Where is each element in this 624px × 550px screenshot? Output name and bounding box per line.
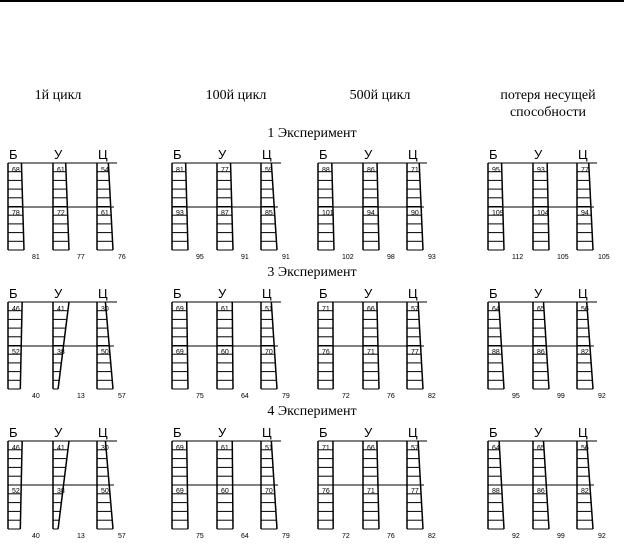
value-middle-c: 77 — [411, 349, 419, 356]
column-letter-b: Б — [319, 147, 328, 162]
column-letter-c: Ц — [98, 147, 108, 162]
value-top-u: 86 — [367, 167, 375, 174]
column-letter-c: Ц — [408, 286, 418, 301]
value-bottom-u: 98 — [387, 254, 395, 261]
diagram-panel-exp2-p4 — [488, 286, 606, 400]
value-top-c: 30 — [101, 445, 109, 452]
value-middle-c: 82 — [581, 349, 589, 356]
value-top-u: 66 — [367, 445, 375, 452]
value-middle-b: 52 — [12, 488, 20, 495]
column-header-load-loss: потеря несущей способности — [500, 88, 596, 120]
column-letter-b: Б — [319, 286, 328, 301]
value-middle-u: 60 — [221, 488, 229, 495]
value-middle-b: 101 — [322, 210, 334, 217]
column-letter-u: У — [218, 286, 227, 301]
value-top-c: 30 — [101, 306, 109, 313]
diagram-panel-exp2-p2 — [172, 286, 290, 400]
value-middle-b: 76 — [322, 349, 330, 356]
value-bottom-c: 79 — [282, 393, 290, 400]
value-top-b: 81 — [176, 167, 184, 174]
value-bottom-c: 91 — [282, 254, 290, 261]
column-letter-u: У — [54, 147, 63, 162]
column-letter-b: Б — [9, 147, 18, 162]
column-letter-c: Ц — [262, 286, 272, 301]
value-top-b: 95 — [492, 167, 500, 174]
value-bottom-c: 82 — [428, 393, 436, 400]
value-top-c: 56 — [581, 306, 589, 313]
value-top-u: 61 — [221, 445, 229, 452]
column-letter-c: Ц — [262, 147, 272, 162]
diagram-panel-exp1-p1 — [8, 147, 126, 261]
value-top-u: 65 — [537, 445, 545, 452]
value-bottom-u: 99 — [557, 393, 565, 400]
value-bottom-u: 76 — [387, 533, 395, 540]
value-bottom-c: 105 — [598, 254, 610, 261]
value-bottom-u: 64 — [241, 533, 249, 540]
column-header-cycle-100: 100й цикл — [205, 88, 267, 103]
value-middle-u: 86 — [537, 488, 545, 495]
value-top-b: 46 — [12, 306, 20, 313]
column-letter-u: У — [364, 286, 373, 301]
value-middle-c: 61 — [101, 210, 109, 217]
value-middle-u: 71 — [367, 488, 375, 495]
column-header-cycle-500: 500й цикл — [349, 88, 411, 103]
column-letter-c: Ц — [578, 147, 588, 162]
value-top-c: 59 — [265, 167, 273, 174]
column-letter-b: Б — [9, 286, 18, 301]
value-middle-b: 69 — [176, 488, 184, 495]
value-middle-b: 52 — [12, 349, 20, 356]
value-bottom-u: 91 — [241, 254, 249, 261]
column-letter-b: Б — [9, 425, 18, 440]
value-bottom-b: 72 — [342, 393, 350, 400]
value-top-c: 54 — [101, 167, 109, 174]
experiment-1-title: 1 Эксперимент — [267, 126, 357, 141]
value-top-c: 57 — [411, 445, 419, 452]
column-letter-b: Б — [173, 286, 182, 301]
diagram-panel-exp2-p1 — [8, 286, 126, 400]
value-middle-u: 38 — [57, 488, 65, 495]
value-top-b: 71 — [322, 445, 330, 452]
column-letter-c: Ц — [578, 425, 588, 440]
diagram-panel-exp2-p3 — [318, 286, 436, 400]
value-bottom-c: 82 — [428, 533, 436, 540]
column-letter-u: У — [364, 425, 373, 440]
value-top-b: 71 — [322, 306, 330, 313]
value-bottom-u: 13 — [77, 393, 85, 400]
value-middle-c: 82 — [581, 488, 589, 495]
column-letter-c: Ц — [408, 147, 418, 162]
value-bottom-c: 57 — [118, 533, 126, 540]
column-letter-b: Б — [173, 147, 182, 162]
value-top-c: 77 — [581, 167, 589, 174]
diagram-panel-exp1-p2 — [172, 147, 290, 261]
value-middle-u: 104 — [537, 210, 549, 217]
value-bottom-b: 75 — [196, 533, 204, 540]
value-top-c: 71 — [411, 167, 419, 174]
value-bottom-u: 13 — [77, 533, 85, 540]
value-top-c: 56 — [581, 445, 589, 452]
value-middle-c: 85 — [265, 210, 273, 217]
diagram-panel-exp3-p2 — [172, 425, 290, 540]
value-top-u: 93 — [537, 167, 545, 174]
value-bottom-c: 76 — [118, 254, 126, 261]
column-letter-u: У — [218, 425, 227, 440]
value-bottom-c: 92 — [598, 533, 606, 540]
diagram-panel-exp1-p3 — [318, 147, 436, 261]
value-middle-c: 94 — [581, 210, 589, 217]
value-bottom-u: 105 — [557, 254, 569, 261]
value-bottom-c: 79 — [282, 533, 290, 540]
column-letter-c: Ц — [98, 286, 108, 301]
value-middle-u: 71 — [367, 349, 375, 356]
column-letter-u: У — [218, 147, 227, 162]
column-letter-b: Б — [319, 425, 328, 440]
value-middle-b: 109 — [492, 210, 504, 217]
value-middle-u: 72 — [57, 210, 65, 217]
value-top-b: 68 — [12, 167, 20, 174]
value-middle-u: 94 — [367, 210, 375, 217]
value-middle-b: 76 — [322, 488, 330, 495]
value-top-b: 64 — [492, 445, 500, 452]
column-letter-u: У — [54, 425, 63, 440]
value-middle-u: 38 — [57, 349, 65, 356]
value-top-b: 69 — [176, 445, 184, 452]
value-middle-c: 50 — [101, 349, 109, 356]
value-middle-c: 70 — [265, 488, 273, 495]
column-letter-b: Б — [489, 147, 498, 162]
value-top-u: 41 — [57, 445, 65, 452]
column-letter-c: Ц — [262, 425, 272, 440]
value-middle-u: 60 — [221, 349, 229, 356]
column-letter-u: У — [364, 147, 373, 162]
value-bottom-b: 95 — [196, 254, 204, 261]
value-middle-u: 87 — [221, 210, 229, 217]
column-letter-b: Б — [173, 425, 182, 440]
value-middle-b: 88 — [492, 349, 500, 356]
value-bottom-u: 77 — [77, 254, 85, 261]
value-middle-c: 70 — [265, 349, 273, 356]
value-top-b: 64 — [492, 306, 500, 313]
experiment-4-title: 4 Эксперимент — [267, 404, 357, 419]
value-middle-b: 93 — [176, 210, 184, 217]
column-letter-u: У — [534, 147, 543, 162]
value-top-u: 77 — [221, 167, 229, 174]
value-middle-c: 90 — [411, 210, 419, 217]
diagram-panel-exp1-p4 — [488, 147, 610, 261]
experiment-3-title: 3 Эксперимент — [267, 265, 357, 280]
column-letter-u: У — [534, 425, 543, 440]
value-middle-c: 77 — [411, 488, 419, 495]
value-top-u: 65 — [537, 306, 545, 313]
column-letter-u: У — [534, 286, 543, 301]
value-bottom-b: 112 — [512, 254, 524, 261]
diagram-panel-exp3-p3 — [318, 425, 436, 540]
value-top-u: 41 — [57, 306, 65, 313]
value-top-c: 51 — [265, 306, 273, 313]
value-bottom-c: 93 — [428, 254, 436, 261]
value-top-b: 88 — [322, 167, 330, 174]
value-top-u: 61 — [221, 306, 229, 313]
value-middle-b: 88 — [492, 488, 500, 495]
column-letter-u: У — [54, 286, 63, 301]
value-middle-u: 86 — [537, 349, 545, 356]
value-bottom-u: 76 — [387, 393, 395, 400]
value-top-u: 61 — [57, 167, 65, 174]
value-bottom-c: 92 — [598, 393, 606, 400]
column-letter-b: Б — [489, 425, 498, 440]
value-top-c: 51 — [265, 445, 273, 452]
value-middle-b: 78 — [12, 210, 20, 217]
value-top-u: 66 — [367, 306, 375, 313]
value-middle-b: 69 — [176, 349, 184, 356]
column-letter-c: Ц — [98, 425, 108, 440]
diagram-panel-exp3-p4 — [488, 425, 606, 540]
value-bottom-b: 92 — [512, 533, 520, 540]
value-bottom-b: 40 — [32, 393, 40, 400]
value-top-b: 46 — [12, 445, 20, 452]
value-bottom-b: 75 — [196, 393, 204, 400]
value-top-b: 69 — [176, 306, 184, 313]
value-top-c: 57 — [411, 306, 419, 313]
value-bottom-b: 81 — [32, 254, 40, 261]
value-bottom-u: 99 — [557, 533, 565, 540]
column-letter-b: Б — [489, 286, 498, 301]
column-letter-c: Ц — [578, 286, 588, 301]
column-header-cycle-1: 1й цикл — [34, 88, 82, 103]
value-bottom-u: 64 — [241, 393, 249, 400]
value-bottom-b: 40 — [32, 533, 40, 540]
value-bottom-b: 95 — [512, 393, 520, 400]
diagram-panel-exp3-p1 — [8, 425, 126, 540]
value-bottom-b: 102 — [342, 254, 354, 261]
value-bottom-c: 57 — [118, 393, 126, 400]
column-letter-c: Ц — [408, 425, 418, 440]
value-bottom-b: 72 — [342, 533, 350, 540]
value-middle-c: 50 — [101, 488, 109, 495]
